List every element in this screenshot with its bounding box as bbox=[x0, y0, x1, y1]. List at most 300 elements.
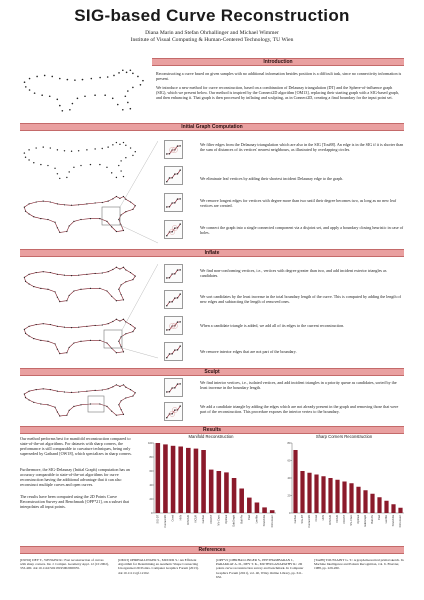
sample-point bbox=[135, 327, 136, 328]
sample-point bbox=[95, 390, 96, 391]
thumb-point bbox=[166, 206, 167, 207]
sample-point bbox=[106, 221, 107, 222]
sample-point bbox=[71, 392, 72, 393]
sample-point bbox=[121, 336, 122, 337]
x-tick-label: GabGraph bbox=[232, 514, 236, 527]
thumb-point bbox=[179, 321, 180, 322]
sample-point bbox=[94, 148, 95, 149]
x-tick-label: StretchDe bbox=[392, 514, 396, 527]
thumb-point bbox=[171, 301, 172, 302]
sample-point bbox=[118, 219, 119, 220]
sample-point bbox=[33, 162, 34, 163]
y-tick-label: 20 bbox=[149, 497, 153, 501]
thumb-point bbox=[166, 357, 167, 358]
inflate-step-4-text: We remove interior edges that are not part of the boundary. bbox=[200, 349, 297, 354]
intro-paragraph-1: Reconstructing a curve based on given samples with no additional information besides position is a difficult task, since no connectivity information is present. bbox=[156, 71, 402, 81]
sample-point bbox=[78, 204, 79, 205]
sample-point bbox=[125, 199, 126, 200]
sample-point bbox=[36, 76, 38, 78]
thumb-point bbox=[179, 293, 180, 294]
bar bbox=[255, 503, 260, 514]
sample-point bbox=[71, 327, 72, 328]
manifold-chart-svg bbox=[144, 439, 278, 543]
sample-point bbox=[86, 203, 87, 204]
sample-point bbox=[121, 294, 122, 295]
inflate-step-3-thumb bbox=[164, 316, 183, 335]
sample-point bbox=[125, 281, 126, 282]
thumb-point bbox=[169, 301, 170, 302]
bar bbox=[363, 490, 367, 513]
x-tick-label: Peel bbox=[248, 514, 251, 521]
bar bbox=[321, 476, 325, 513]
y-tick-label: 80 bbox=[287, 441, 291, 445]
sample-point bbox=[99, 218, 100, 219]
sample-point bbox=[86, 326, 87, 327]
sample-point bbox=[64, 204, 65, 205]
sample-point bbox=[91, 78, 93, 80]
sample-point bbox=[108, 323, 109, 324]
sample-point bbox=[51, 76, 53, 78]
sample-point bbox=[40, 288, 41, 289]
sample-point bbox=[36, 201, 37, 202]
sample-point bbox=[116, 231, 117, 232]
sample-point bbox=[40, 218, 41, 219]
x-tick-label: Ball-Piv bbox=[371, 514, 375, 524]
sample-point bbox=[36, 324, 37, 325]
zoom-connector bbox=[122, 348, 158, 358]
thumb-point bbox=[166, 277, 167, 278]
thumb-point bbox=[166, 305, 167, 306]
sample-point bbox=[57, 349, 58, 350]
sample-point bbox=[99, 77, 101, 79]
sample-point bbox=[25, 281, 26, 282]
sample-point bbox=[24, 393, 25, 394]
sample-point bbox=[73, 342, 74, 343]
sample-point bbox=[119, 386, 120, 387]
sample-point bbox=[28, 283, 29, 284]
sample-point bbox=[86, 274, 87, 275]
bar bbox=[156, 443, 161, 513]
sample-point bbox=[36, 272, 37, 273]
sample-point bbox=[54, 291, 55, 292]
sample-point bbox=[132, 395, 133, 396]
bar bbox=[377, 497, 381, 513]
sample-point bbox=[59, 178, 60, 179]
sample-point bbox=[116, 384, 117, 385]
sample-point bbox=[54, 343, 55, 344]
sample-point bbox=[24, 277, 25, 278]
bar bbox=[178, 447, 183, 514]
initial-step-2-text: We eliminate leaf vertices by adding their shortest incident Delaunay edge to the graph. bbox=[200, 176, 344, 181]
sample-point bbox=[50, 272, 51, 273]
sample-point bbox=[107, 146, 108, 147]
sample-point bbox=[112, 198, 113, 199]
sample-point bbox=[118, 289, 119, 290]
sample-point bbox=[123, 414, 124, 415]
curve-outline bbox=[24, 197, 135, 233]
sample-point bbox=[69, 109, 71, 111]
thumb-point bbox=[179, 269, 180, 270]
sample-point bbox=[80, 219, 81, 220]
sample-point bbox=[119, 144, 120, 145]
sample-point bbox=[121, 214, 122, 215]
bar bbox=[398, 508, 402, 513]
sample-point bbox=[132, 331, 133, 332]
poster-title: SIG-based Curve Reconstruction bbox=[74, 6, 350, 25]
thumb-point bbox=[169, 177, 170, 178]
x-tick-label: SIG-DT bbox=[156, 514, 160, 524]
thumb-point bbox=[177, 349, 178, 350]
sample-point bbox=[99, 164, 100, 165]
thumb-point bbox=[174, 387, 175, 388]
bar bbox=[270, 510, 275, 513]
x-tick-label: Gathan bbox=[294, 514, 298, 524]
sample-point bbox=[80, 404, 81, 405]
manifold-chart-title: Manifold Reconstruction bbox=[188, 434, 234, 439]
sample-point bbox=[118, 341, 119, 342]
sample-point bbox=[66, 352, 67, 353]
sample-point bbox=[80, 289, 81, 290]
sample-point bbox=[47, 165, 48, 166]
thumb-point bbox=[179, 169, 180, 170]
sample-point bbox=[57, 227, 58, 228]
sample-point bbox=[126, 72, 128, 74]
inflate-figure bbox=[18, 258, 158, 364]
thumb-point bbox=[171, 231, 172, 232]
bar bbox=[163, 444, 168, 513]
sample-point bbox=[106, 167, 107, 168]
sample-point bbox=[67, 79, 69, 81]
sample-point bbox=[28, 274, 29, 275]
thumb-point bbox=[177, 173, 178, 174]
sample-point bbox=[73, 221, 74, 222]
sample-point bbox=[116, 300, 117, 301]
sample-point bbox=[121, 346, 122, 347]
sample-point bbox=[69, 295, 70, 296]
sample-point bbox=[121, 400, 122, 401]
bar bbox=[391, 504, 395, 513]
sample-point bbox=[41, 94, 43, 96]
sample-point bbox=[77, 98, 79, 100]
sample-point bbox=[49, 95, 51, 97]
sample-point bbox=[123, 267, 124, 268]
x-tick-label: Gathan bbox=[202, 514, 206, 524]
x-tick-label: DISCUR bbox=[329, 514, 333, 525]
thumb-point bbox=[174, 173, 175, 174]
thumb-curve bbox=[167, 170, 180, 182]
bar bbox=[201, 450, 206, 513]
sample-point bbox=[28, 203, 29, 204]
sample-point bbox=[123, 384, 124, 385]
zoom-connector bbox=[122, 264, 158, 330]
x-tick-label: SIG-DT bbox=[301, 514, 305, 524]
y-tick-label: 80 bbox=[149, 455, 153, 459]
sample-point bbox=[140, 84, 142, 86]
sample-point bbox=[69, 225, 70, 226]
sample-point bbox=[116, 352, 117, 353]
thumb-curve bbox=[167, 270, 180, 278]
sample-point bbox=[66, 231, 67, 232]
thumb-point bbox=[171, 177, 172, 178]
sample-point bbox=[24, 329, 25, 330]
sample-point bbox=[90, 164, 91, 165]
bar bbox=[224, 472, 229, 513]
sample-point bbox=[116, 142, 117, 143]
sample-point bbox=[64, 391, 65, 392]
sample-point bbox=[59, 105, 61, 107]
sample-point bbox=[33, 286, 34, 287]
bar bbox=[209, 470, 214, 513]
sample-point bbox=[50, 201, 51, 202]
sample-point bbox=[125, 145, 126, 146]
sample-point bbox=[24, 81, 26, 83]
sample-point bbox=[119, 320, 120, 321]
sample-point bbox=[33, 338, 34, 339]
sample-point bbox=[125, 95, 127, 97]
sample-point bbox=[132, 209, 133, 210]
sample-point bbox=[94, 94, 96, 96]
y-tick-label: 0 bbox=[150, 511, 153, 515]
thumb-point bbox=[174, 297, 175, 298]
x-tick-label: FitConnect bbox=[399, 514, 403, 528]
sample-point bbox=[62, 110, 64, 112]
sample-point bbox=[28, 149, 29, 150]
results-paragraph-1: Our method performs best for manifold reconstruction compared to state-of-the-art algorithms. For datasets with sharp corners, the performance is still comparable to curvature techniques, being only superseded by Gathand [OW18], which specializes in sharp corners. bbox=[20, 436, 132, 456]
sample-point bbox=[25, 333, 26, 334]
thumb-point bbox=[166, 235, 167, 236]
sample-point bbox=[135, 205, 136, 206]
sample-point bbox=[120, 170, 121, 171]
sample-point bbox=[28, 159, 29, 160]
sample-point bbox=[112, 386, 113, 387]
sample-point bbox=[113, 75, 115, 77]
initial-graph-figure bbox=[18, 133, 158, 247]
sample-point bbox=[78, 275, 79, 276]
bar bbox=[307, 473, 311, 513]
sample-point bbox=[28, 213, 29, 214]
sample-point bbox=[73, 406, 74, 407]
thumb-curve bbox=[167, 294, 180, 306]
thumb-point bbox=[171, 413, 172, 414]
bar bbox=[300, 471, 304, 513]
sample-point bbox=[80, 165, 81, 166]
bar bbox=[247, 498, 252, 513]
sample-point bbox=[24, 207, 25, 208]
x-tick-label: Crawl bbox=[315, 514, 319, 522]
thumb-point bbox=[177, 198, 178, 199]
sample-point bbox=[64, 275, 65, 276]
bar bbox=[239, 489, 244, 514]
x-tick-label: CRUST bbox=[343, 514, 347, 524]
sample-point bbox=[111, 172, 112, 173]
sample-point bbox=[43, 323, 44, 324]
reference-2: [OM13] OHRHALLINGER S., MUDUR S.: An Efficient Algorithm for Determining an Aesthetic Shape Connecting Unorganized 2D Points. Computer Graphics Forum (2013). doi:10.1111/cgf.12162. bbox=[118, 558, 199, 575]
sample-point bbox=[130, 324, 131, 325]
sample-point bbox=[29, 89, 31, 91]
thumb-point bbox=[179, 383, 180, 384]
x-tick-label: LenMin bbox=[385, 514, 389, 524]
initial-step-1-text: We filter edges from the Delaunay triangulation which are also in the SIG [Tou88]. An edge is in the SIG if it is shorter than the sum of distances of its vertices' nearest neighbours, as illustrated by overlapping circles. bbox=[200, 142, 404, 152]
sample-point bbox=[71, 205, 72, 206]
initial-step-1-thumb bbox=[164, 140, 183, 159]
thumb-point bbox=[171, 353, 172, 354]
sample-point bbox=[72, 103, 74, 105]
sample-point bbox=[34, 92, 36, 94]
thumb-point bbox=[179, 198, 180, 199]
x-tick-label: HNN bbox=[322, 514, 326, 521]
sample-point bbox=[74, 79, 76, 81]
sample-point bbox=[47, 219, 48, 220]
sample-point bbox=[123, 196, 124, 197]
initial-step-2-thumb bbox=[164, 166, 183, 185]
thumb-point bbox=[174, 273, 175, 274]
thumb-point bbox=[179, 345, 180, 346]
sample-point bbox=[135, 151, 136, 152]
thumb-point bbox=[177, 297, 178, 298]
x-tick-label: CRUST bbox=[209, 514, 213, 524]
thumb-point bbox=[179, 223, 180, 224]
sample-point bbox=[123, 299, 124, 300]
sample-point bbox=[90, 218, 91, 219]
bar bbox=[335, 480, 339, 513]
sample-point bbox=[102, 272, 103, 273]
bar bbox=[194, 449, 199, 513]
sample-point bbox=[102, 202, 103, 203]
thumb-point bbox=[166, 181, 167, 182]
sample-point bbox=[73, 167, 74, 168]
sample-point bbox=[71, 151, 72, 152]
sample-point bbox=[56, 99, 58, 101]
sample-point bbox=[66, 177, 67, 178]
sample-point bbox=[116, 319, 117, 320]
bar bbox=[314, 475, 318, 514]
bar bbox=[370, 494, 374, 513]
sample-point bbox=[69, 347, 70, 348]
sample-point bbox=[127, 102, 129, 104]
sample-point bbox=[59, 415, 60, 416]
x-tick-label: VICUR bbox=[194, 514, 198, 523]
sample-point bbox=[54, 168, 55, 169]
thumb-point bbox=[177, 145, 178, 146]
sample-point bbox=[112, 269, 113, 270]
sample-point bbox=[127, 90, 129, 92]
y-tick-label: 20 bbox=[287, 494, 291, 498]
sample-point bbox=[125, 211, 126, 212]
bar bbox=[171, 446, 176, 513]
thumb-curve bbox=[167, 384, 180, 392]
sample-point bbox=[106, 406, 107, 407]
thumb-point bbox=[166, 417, 167, 418]
sample-point bbox=[59, 232, 60, 233]
sample-point bbox=[108, 271, 109, 272]
sample-point bbox=[111, 296, 112, 297]
sample-point bbox=[125, 157, 126, 158]
sample-point bbox=[69, 171, 70, 172]
sample-point bbox=[90, 288, 91, 289]
sample-point bbox=[73, 290, 74, 291]
sample-point bbox=[132, 73, 134, 75]
thumb-point bbox=[177, 383, 178, 384]
sample-point bbox=[25, 86, 27, 88]
bar bbox=[262, 507, 267, 513]
thumb-point bbox=[166, 153, 167, 154]
sample-point bbox=[47, 404, 48, 405]
sample-point bbox=[43, 201, 44, 202]
affiliation-line: Institute of Visual Computing & Human-Centered Technology, TU Wien bbox=[130, 37, 294, 43]
sample-point bbox=[122, 109, 124, 111]
zoom-connector bbox=[120, 141, 158, 207]
thumb-curve bbox=[167, 199, 180, 207]
y-tick-label: 100 bbox=[148, 441, 153, 445]
intro-paragraph-2: We introduce a new method for curve reconstruction, based on a combination of Delaunay triangulation (DT) and the Sphere-of-influence graph (SIG), which we present below. Our method is inspired by the Connect2D algorithm [OM13], replacing their starting graph with a SIG-based graph, and then enhancing it. That graph is then processed by inflating and sculpting, as in Connect2D, creating a final boundary for the input point set. bbox=[156, 85, 399, 100]
thumb-point bbox=[169, 153, 170, 154]
zoom-region bbox=[104, 330, 122, 348]
bar bbox=[384, 501, 388, 513]
sample-point bbox=[66, 415, 67, 416]
thumb-point bbox=[169, 391, 170, 392]
sample-point bbox=[107, 76, 109, 78]
sample-point bbox=[59, 353, 60, 354]
sample-point bbox=[122, 69, 124, 71]
sculpt-step-1-text: We find interior vertices, i.e., isolated vertices, and add incident triangles in a priority queue as candidates, sorted by the least increase in the boundary length. bbox=[200, 380, 397, 390]
sample-point bbox=[78, 150, 79, 151]
sample-point bbox=[57, 274, 58, 275]
y-tick-label: 60 bbox=[287, 459, 291, 463]
sample-point bbox=[116, 196, 117, 197]
y-tick-label: 40 bbox=[149, 483, 153, 487]
x-tick-label: Crawl bbox=[171, 514, 175, 522]
x-tick-label: Connect2D bbox=[308, 514, 312, 528]
sample-point bbox=[117, 104, 119, 106]
thumb-point bbox=[177, 321, 178, 322]
x-tick-label: VICUR bbox=[336, 514, 340, 523]
sample-point bbox=[86, 149, 87, 150]
sample-point bbox=[123, 230, 124, 231]
sample-point bbox=[102, 389, 103, 390]
sample-point bbox=[66, 300, 67, 301]
sample-point bbox=[64, 150, 65, 151]
sample-point bbox=[78, 327, 79, 328]
sample-point bbox=[25, 157, 26, 158]
sample-point bbox=[44, 75, 46, 77]
sample-point bbox=[130, 389, 131, 390]
thumb-point bbox=[174, 227, 175, 228]
author-block bbox=[0, 30, 424, 44]
sample-point bbox=[99, 340, 100, 341]
sample-point bbox=[80, 341, 81, 342]
sample-point bbox=[57, 203, 58, 204]
intro-point-cloud bbox=[18, 60, 152, 120]
sample-point bbox=[135, 275, 136, 276]
x-tick-label: HNN bbox=[179, 514, 183, 521]
thumb-point bbox=[171, 387, 172, 388]
sample-point bbox=[40, 340, 41, 341]
sample-point bbox=[57, 173, 58, 174]
sample-point bbox=[112, 144, 113, 145]
sample-point bbox=[54, 407, 55, 408]
x-tick-label: Peel bbox=[378, 514, 382, 521]
thumb-point bbox=[174, 202, 175, 203]
sample-point bbox=[118, 165, 119, 166]
inflate-step-1-text: We find non-conforming vertices, i.e., vertices with degree greater than two, and add incident exterior triangles as candidates. bbox=[200, 268, 387, 278]
sample-point bbox=[112, 321, 113, 322]
sample-point bbox=[111, 226, 112, 227]
authors-line: Diana Marin and Stefan Ohrhallinger and Michael Wimmer bbox=[145, 30, 279, 36]
reference-1: [DW02] DEY T., WENGER R.: Fast reconstruction of curves with sharp corners. Int. J. Comput. Geometry Appl. 12 (10 2002), 353-400. doi:10.1142/S0218195902000955. bbox=[20, 558, 109, 571]
references-header: References bbox=[20, 546, 404, 554]
thumb-point bbox=[166, 329, 167, 330]
thumb-point bbox=[179, 145, 180, 146]
